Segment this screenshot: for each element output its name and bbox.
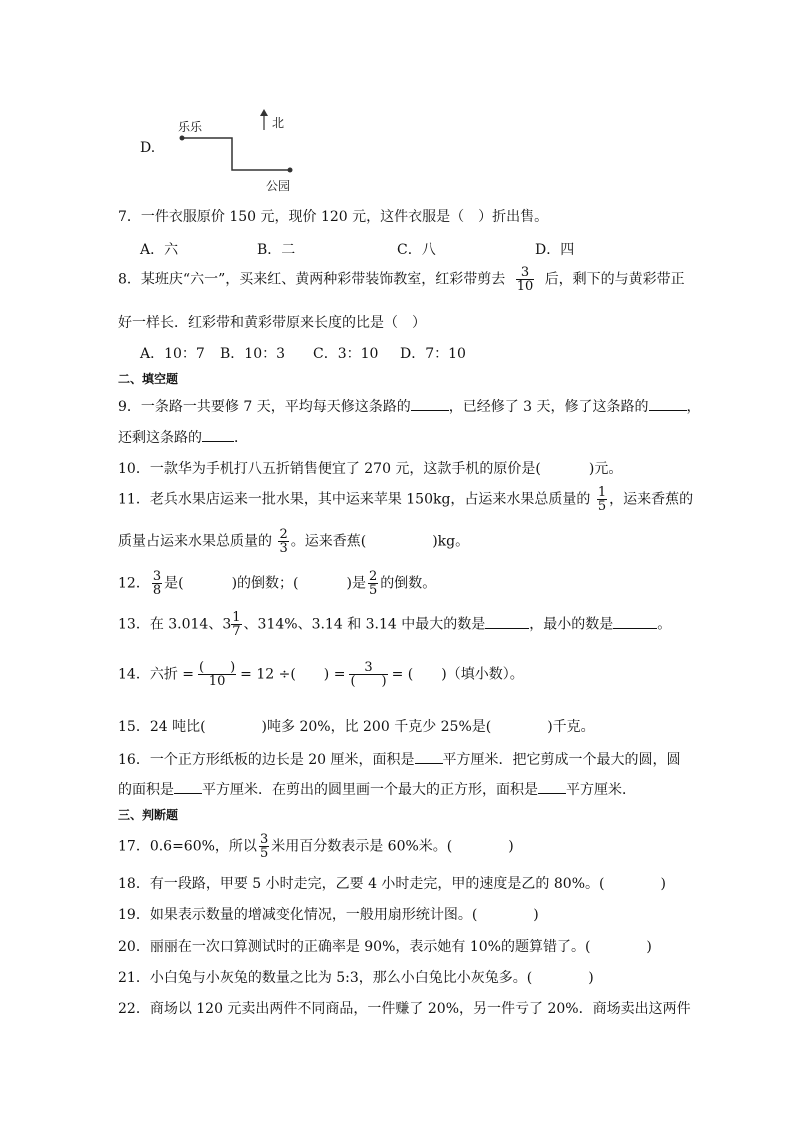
blank[interactable] (174, 781, 202, 794)
question-11-line1: 11．老兵水果店运来一批水果，其中运来苹果 150kg，占运来水果总质量的 $\frac{1}{5}$ ，运来香蕉的 (118, 485, 694, 514)
q7-option-c: C．八 (397, 242, 436, 258)
end-label: 公园 (266, 179, 291, 193)
question-19: 19．如果表示数量的增减变化情况，一般用扇形统计图。( ) (118, 907, 539, 923)
fraction: $\frac{3}{8}$ (152, 569, 162, 598)
fraction: $\frac{2}{5}$ (368, 569, 378, 598)
blank[interactable] (613, 616, 657, 629)
blank[interactable] (202, 429, 234, 442)
q8-option-d: D．7：10 (400, 346, 466, 362)
fraction: $\frac{1}{5}$ (597, 485, 607, 514)
blank[interactable] (649, 398, 687, 411)
fraction: $\frac{( )}{10}$ (199, 660, 236, 689)
question-20: 20．丽丽在一次口算测试时的正确率是 90%，表示她有 10%的题算错了。( ) (118, 939, 652, 955)
question-8-line1: 8．某班庆“六一”，买来红、黄两种彩带装饰教室，红彩带剪去 $\frac{3}{10}$ 后，剩下的与黄彩带正 (118, 265, 685, 294)
question-7: 7．一件衣服原价 150 元，现价 120 元，这件衣服是（ ）折出售。 (118, 209, 549, 225)
blank[interactable] (485, 616, 529, 629)
section-fill-in-title: 二、填空题 (118, 372, 179, 386)
question-10: 10．一款华为手机打八五折销售便宜了 270 元，这款手机的原价是( )元。 (118, 461, 623, 477)
q8-option-c: C．3：10 (313, 346, 379, 362)
q8-option-a: A．10：7 (140, 346, 205, 362)
blank[interactable] (415, 751, 443, 764)
question-16-line2: 的面积是 平方厘米．在剪出的圆里画一个最大的正方形，面积是 平方厘米． (118, 782, 636, 798)
route-line (182, 138, 290, 170)
question-11-line2: 质量占运来水果总质量的 $\frac{2}{3}$ 。运来香蕉( )kg。 (118, 527, 470, 556)
question-8-line2: 好一样长．红彩带和黄彩带原来长度的比是（ ） (118, 315, 426, 331)
question-16-line1: 16．一个正方形纸板的边长是 20 厘米，面积是 平方厘米．把它剪成一个最大的圆，圆 (118, 752, 681, 768)
question-13: 13．在 3.014、3 $\frac{1}{7}$ 、314%、3.14 和 3.14 中最大的数是 ，最小的数是 。 (118, 610, 672, 639)
question-15: 15．24 吨比( )吨多 20%，比 200 千克少 25%是( )千克。 (118, 719, 595, 735)
question-17: 17．0.6=60%，所以 $\frac{3}{5}$ 米用百分数表示是 60%米。( ) (118, 832, 514, 861)
north-label: 北 (272, 116, 285, 130)
end-point (288, 168, 293, 173)
fraction: $\frac{3}{( )}$ (350, 660, 387, 689)
q7-option-d: D．四 (535, 242, 575, 258)
question-22: 22．商场以 120 元卖出两件不同商品，一件赚了 20%，另一件亏了 20%．商场卖出这两件 (118, 1001, 691, 1017)
question-9-line1: 9．一条路一共要修 7 天，平均每天修这条路的 ，已经修了 3 天，修了这条路的 ， (118, 399, 701, 415)
blank[interactable] (411, 398, 449, 411)
q7-option-a: A．六 (140, 242, 179, 258)
q7-option-b: B．二 (257, 242, 296, 258)
fraction: $\frac{1}{7}$ (232, 610, 241, 639)
start-point (180, 136, 185, 141)
question-9-line2: 还剩这条路的 ． (118, 430, 248, 446)
question-14: 14．六折 = $\frac{( )}{10}$ = 12 ÷( ) = $\frac{3}{( )}$ = ( )（填小数）。 (118, 660, 524, 689)
fraction: $\frac{3}{5}$ (259, 832, 269, 861)
blank[interactable] (538, 781, 566, 794)
q8-option-b: B．10：3 (220, 346, 286, 362)
start-label: 乐乐 (178, 120, 203, 134)
question-12: 12． $\frac{3}{8}$ 是( )的倒数；( )是 $\frac{2}{5}$ 的倒数。 (118, 569, 437, 598)
fraction: $\frac{3}{10}$ (516, 265, 534, 294)
question-21: 21．小白兔与小灰兔的数量之比为 5:3，那么小白兔比小灰兔多。( ) (118, 970, 594, 986)
section-judgment-title: 三、判断题 (118, 808, 179, 822)
option-d-label: D. (140, 140, 156, 156)
fraction: $\frac{2}{3}$ (279, 527, 288, 556)
question-18: 18．有一段路，甲要 5 小时走完，乙要 4 小时走完，甲的速度是乙的 80%。( ) (118, 876, 666, 892)
